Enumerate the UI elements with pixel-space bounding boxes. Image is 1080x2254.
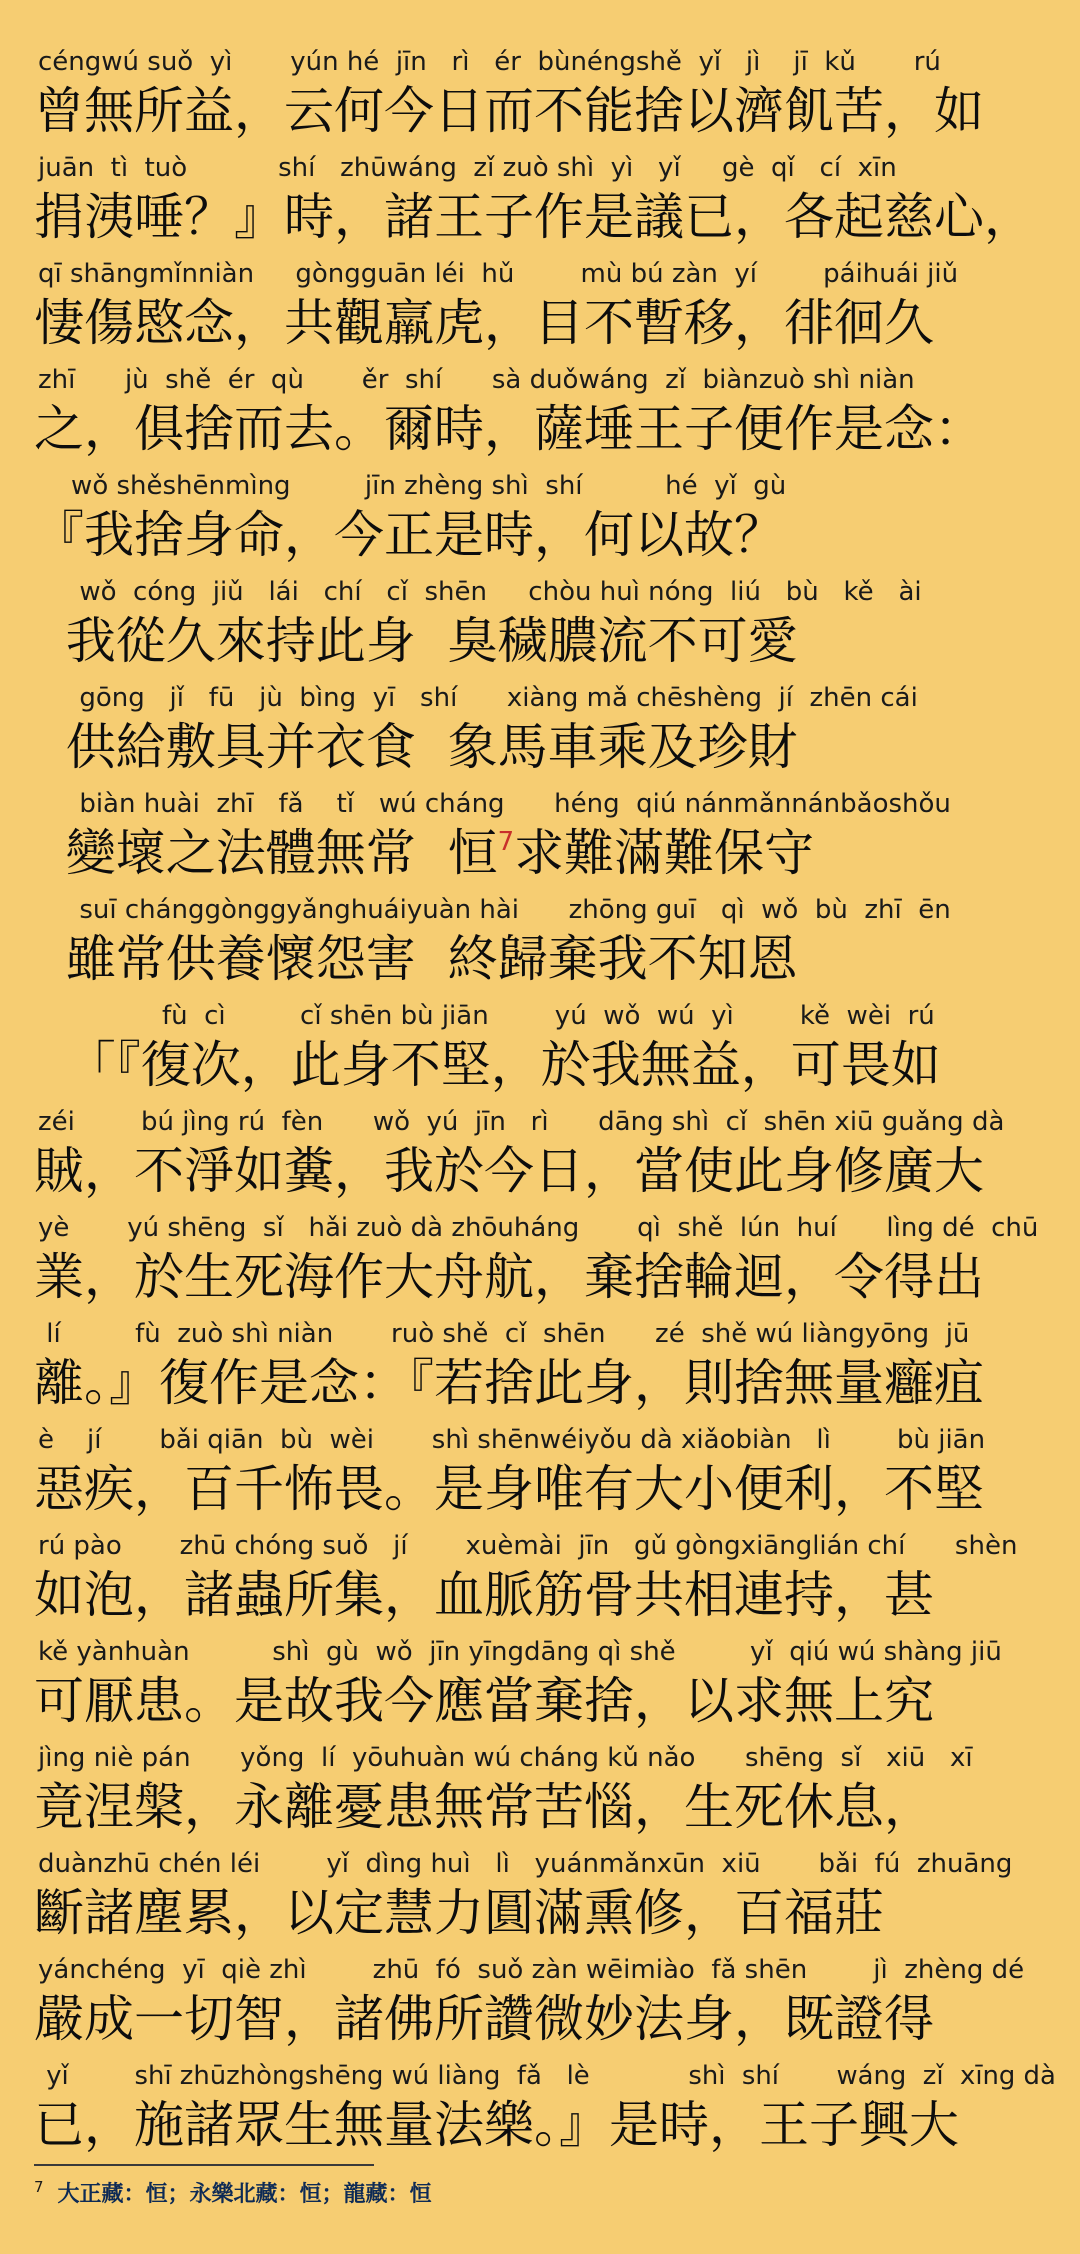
pinyin-line: biàn huài zhī fǎ tǐ wú cháng héng qiú nánmǎnnánbǎoshǒu (38, 789, 951, 819)
text-line (0, 1526, 1080, 1632)
pinyin-line: yè yú shēng sǐ hǎi zuò dà zhōuháng qì shě lún huí lìng dé chū (38, 1213, 1039, 1243)
verse-line (0, 784, 1080, 890)
pinyin-line: kě yànhuàn shì gù wǒ jīn yīngdāng qì shě yǐ qiú wú shàng jiū (38, 1637, 1002, 1667)
hanzi-before-note: 變壞之法體無常 恒 (34, 824, 498, 882)
text-line (0, 466, 1080, 572)
hanzi-line: 斷諸塵累，以定慧力圓滿熏修，百福莊 (34, 1884, 884, 1942)
pinyin-line: duànzhū chén léi yǐ dìng huì lì yuánmǎnxūn xiū bǎi fú zhuāng (38, 1849, 1013, 1879)
footnote-number: 7 (34, 2178, 44, 2196)
hanzi-line: 惡疾，百千怖畏。是身唯有大小便利，不堅 (34, 1460, 984, 1518)
text-line (0, 148, 1080, 254)
hanzi-line (34, 818, 814, 888)
pinyin-line: rú pào zhū chóng suǒ jí xuèmài jīn gǔ gòngxiānglián chí shèn (38, 1531, 1018, 1561)
text-line (0, 996, 1080, 1102)
text-line (0, 1102, 1080, 1208)
hanzi-line: 捐洟唾？』時，諸王子作是議已，各起慈心， (34, 188, 1034, 246)
hanzi-line: 之，俱捨而去。爾時，薩埵王子便作是念： (34, 400, 984, 458)
hanzi-after-note: 求難滿難保守 (514, 824, 815, 882)
pinyin-line: yǐ shī zhūzhòngshēng wú liàng fǎ lè shì shí wáng zǐ xīng dà (38, 2061, 1056, 2091)
text-line (0, 1420, 1080, 1526)
hanzi-line: 嚴成一切智，諸佛所讚微妙法身，既證得 (34, 1990, 934, 2048)
pinyin-line: suī chánggònggyǎnghuáiyuàn hài zhōng guī qì wǒ bù zhī ēn (38, 895, 951, 925)
hanzi-line: 悽傷愍念，共觀羸虎，目不暫移，徘徊久 (34, 294, 934, 352)
hanzi-line: 「『復次，此身不堅，於我無益，可畏如 (34, 1036, 941, 1094)
text-line (0, 360, 1080, 466)
text-line (0, 1208, 1080, 1314)
hanzi-line: 可厭患。是故我今應當棄捨，以求無上究 (34, 1672, 934, 1730)
hanzi-line: 業，於生死海作大舟航，棄捨輪迴，令得出 (34, 1248, 984, 1306)
pinyin-line: wǒ cóng jiǔ lái chí cǐ shēn chòu huì nóng liú bù kě ài (38, 577, 922, 607)
pinyin-line: yánchéng yī qiè zhì zhū fó suǒ zàn wēimiào fǎ shēn jì zhèng dé (38, 1955, 1025, 1985)
hanzi-line: 曾無所益，云何今日而不能捨以濟飢苦，如 (34, 82, 984, 140)
pinyin-line: juān tì tuò shí zhūwáng zǐ zuò shì yì yǐ gè qǐ cí xīn (38, 153, 897, 183)
text-line (0, 1950, 1080, 2056)
footnote-divider (34, 2164, 374, 2166)
hanzi-line: 已，施諸眾生無量法樂。』是時，王子興大 (34, 2096, 959, 2154)
hanzi-line: 供給敷具并衣食 象馬車乘及珍財 (34, 718, 798, 776)
pinyin-line: è jí bǎi qiān bù wèi shì shēnwéiyǒu dà xiǎobiàn lì bù jiān (38, 1425, 986, 1455)
pinyin-line: qī shāngmǐnniàn gòngguān léi hǔ mù bú zàn yí páihuái jiǔ (38, 259, 959, 289)
hanzi-line: 賊，不淨如糞，我於今日，當使此身修廣大 (34, 1142, 984, 1200)
hanzi-line: 雖常供養懷怨害 終歸棄我不知恩 (34, 930, 798, 988)
pinyin-line: wǒ shěshēnmìng jīn zhèng shì shí hé yǐ gù (38, 471, 787, 501)
footnote-text: 大正藏：恒；永樂北藏：恒；龍藏：恒 (57, 2182, 432, 2207)
text-line (0, 42, 1080, 148)
verse-line (0, 572, 1080, 678)
pinyin-line: fù cì cǐ shēn bù jiān yú wǒ wú yì kě wèi rú (38, 1001, 935, 1031)
footnote-marker[interactable]: 7 (497, 827, 515, 857)
verse-line (0, 678, 1080, 784)
pinyin-line: lí fù zuò shì niàn ruò shě cǐ shēn zé shě wú liàngyōng jū (38, 1319, 970, 1349)
pinyin-line: zhī jù shě ér qù ěr shí sà duǒwáng zǐ biànzuò shì niàn (38, 365, 915, 395)
text-line (0, 1632, 1080, 1738)
footnote (34, 2180, 432, 2211)
hanzi-line: 『我捨身命，今正是時，何以故？ (34, 506, 784, 564)
hanzi-line: 如泡，諸蟲所集，血脈筋骨共相連持，甚 (34, 1566, 934, 1624)
hanzi-line: 竟涅槃，永離憂患無常苦惱，生死休息， (34, 1778, 934, 1836)
pinyin-line: gōng jǐ fū jù bìng yī shí xiàng mǎ chēshèng jí zhēn cái (38, 683, 918, 713)
text-line (0, 2056, 1080, 2162)
text-line (0, 254, 1080, 360)
pinyin-line: céngwú suǒ yì yún hé jīn rì ér bùnéngshě yǐ jì jī kǔ rú (38, 47, 941, 77)
text-line (0, 1844, 1080, 1950)
text-line (0, 1738, 1080, 1844)
pinyin-line: zéi bú jìng rú fèn wǒ yú jīn rì dāng shì cǐ shēn xiū guǎng dà (38, 1107, 1005, 1137)
pinyin-line: jìng niè pán yǒng lí yōuhuàn wú cháng kǔ nǎo shēng sǐ xiū xī (38, 1743, 973, 1773)
verse-line (0, 890, 1080, 996)
text-line (0, 1314, 1080, 1420)
hanzi-line: 離。』復作是念：『若捨此身，則捨無量癰疽 (34, 1354, 984, 1412)
hanzi-line: 我從久來持此身 臭穢膿流不可愛 (34, 612, 798, 670)
